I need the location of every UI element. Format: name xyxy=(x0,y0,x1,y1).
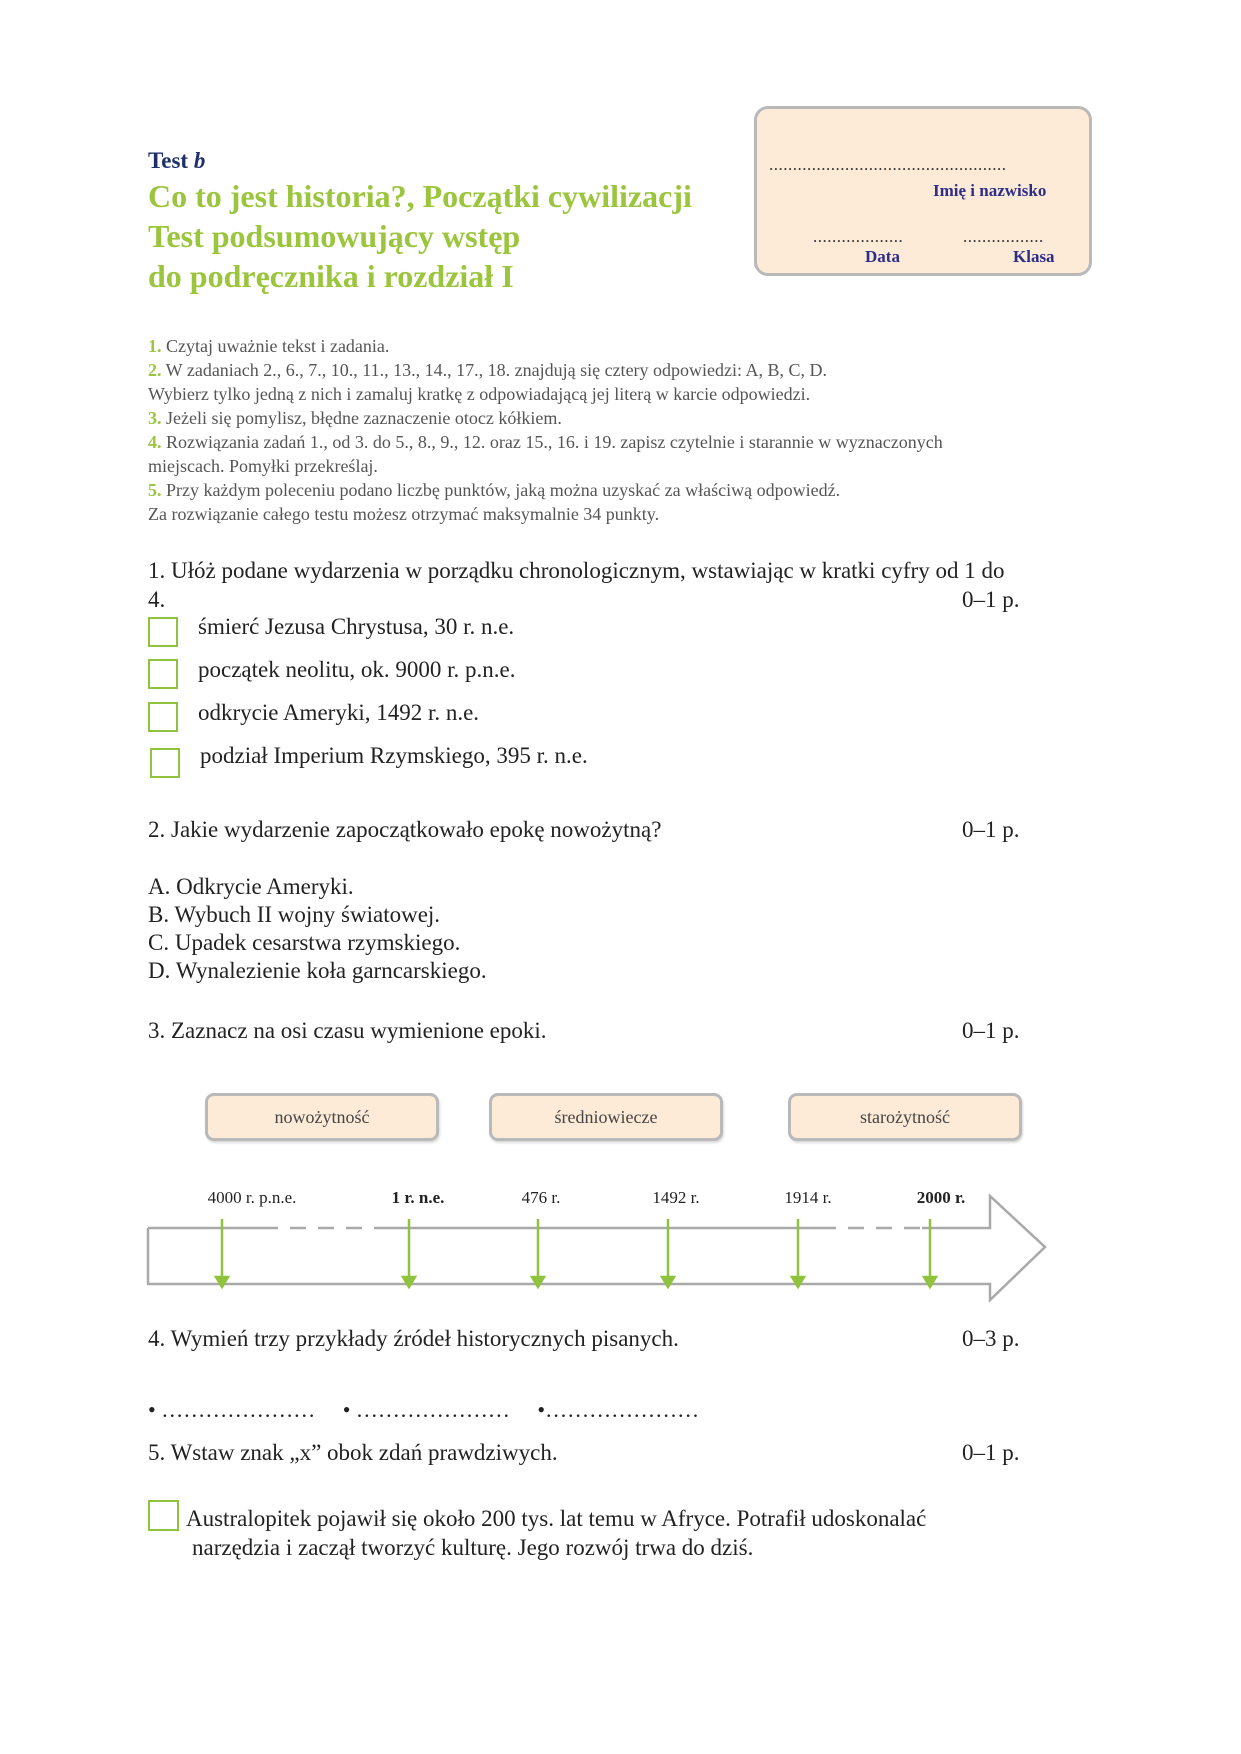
timeline-label: 2000 r. xyxy=(916,1188,966,1207)
q5-statement-line-2: narzędzia i zaczął tworzyć kulturę. Jego rozwój trwa do dziś. xyxy=(192,1535,754,1560)
q5-answer-box[interactable] xyxy=(148,1500,179,1531)
instruction-line: 1. Czytaj uważnie tekst i zadania. xyxy=(148,336,390,356)
name-field[interactable]: .................................................. xyxy=(769,155,1007,174)
era-box-modern[interactable]: nowożytność xyxy=(205,1093,439,1141)
q2-points: 0–1 p. xyxy=(962,817,1020,842)
q1-item-4: podział Imperium Rzymskiego, 395 r. n.e. xyxy=(200,743,588,768)
instruction-line: 2. W zadaniach 2., 6., 7., 10., 11., 13., 14., 17., 18. znajdują się cztery odpowiedzi: A, B, C, D. xyxy=(148,360,828,380)
q2-option-b: B. Wybuch II wojny światowej. xyxy=(148,902,441,927)
instruction-line: Za rozwiązanie całego testu możesz otrzymać maksymalnie 34 punkty. xyxy=(148,504,660,524)
timeline-tick-head xyxy=(924,1277,936,1287)
timeline-tick-head xyxy=(792,1277,804,1287)
q2-option-a: A. Odkrycie Ameryki. xyxy=(148,874,354,899)
timeline-label: 1 r. n.e. xyxy=(391,1188,445,1207)
timeline-tick-head xyxy=(403,1277,415,1287)
timeline-tick-head xyxy=(216,1277,228,1287)
q1-points: 0–1 p. xyxy=(962,587,1020,612)
date-field[interactable]: ................... xyxy=(813,227,904,246)
class-field[interactable]: ................. xyxy=(963,227,1044,246)
timeline-label: 4000 r. p.n.e. xyxy=(207,1188,297,1207)
q1-text-cont: 4. xyxy=(148,587,166,612)
q2-option-c: C. Upadek cesarstwa rzymskiego. xyxy=(148,930,461,955)
page-title-line-1: Co to jest historia?, Początki cywilizacji xyxy=(148,178,692,214)
instruction-line: 4. Rozwiązania zadań 1., od 3. do 5., 8., 9., 12. oraz 15., 16. i 19. zapisz czytelnie i starannie w wyznaczonych xyxy=(148,432,943,452)
q1-item-1: śmierć Jezusa Chrystusa, 30 r. n.e. xyxy=(198,614,515,639)
q1-item-3: odkrycie Ameryki, 1492 r. n.e. xyxy=(198,700,480,725)
q5-text: 5. Wstaw znak „x” obok zdań prawdziwych. xyxy=(148,1440,558,1465)
q4-answer-lines[interactable]: • ………………… • ………………… •………………… xyxy=(148,1397,700,1422)
q5-points: 0–1 p. xyxy=(962,1440,1020,1465)
timeline-label: 1914 r. xyxy=(784,1188,832,1207)
page-title-line-3: do podręcznika i rozdział I xyxy=(148,258,514,294)
class-label: Klasa xyxy=(1013,247,1055,266)
timeline-tick-head xyxy=(662,1277,674,1287)
q3-text: 3. Zaznacz na osi czasu wymienione epoki. xyxy=(148,1018,547,1043)
timeline-arrow xyxy=(148,1196,1045,1300)
instruction-line: miejscach. Pomyłki przekreślaj. xyxy=(148,456,378,476)
instruction-line: Wybierz tylko jedną z nich i zamaluj kratkę z odpowiadającą jej literą w karcie odpowiedzi. xyxy=(148,384,811,404)
instruction-line: 5. Przy każdym poleceniu podano liczbę punktów, jaką można uzyskać za właściwą odpowiedź. xyxy=(148,480,841,500)
instruction-line: 3. Jeżeli się pomylisz, błędne zaznaczenie otocz kółkiem. xyxy=(148,408,562,428)
q3-points: 0–1 p. xyxy=(962,1018,1020,1043)
q4-points: 0–3 p. xyxy=(962,1326,1020,1351)
q5-statement-line-1: Australopitek pojawił się około 200 tys. lat temu w Afryce. Potrafił udoskonalać xyxy=(186,1506,927,1531)
q2-text: 2. Jakie wydarzenie zapoczątkowało epokę nowożytną? xyxy=(148,817,662,842)
timeline-tick-head xyxy=(532,1277,544,1287)
date-label: Data xyxy=(865,247,900,266)
q1-text: 1. Ułóż podane wydarzenia w porządku chronologicznym, wstawiając w kratki cyfry od 1 do xyxy=(148,558,1005,583)
page-title-line-2: Test podsumowujący wstęp xyxy=(148,218,521,254)
era-box-antiquity[interactable]: starożytność xyxy=(788,1093,1022,1141)
q2-option-d: D. Wynalezienie koła garncarskiego. xyxy=(148,958,487,983)
name-label: Imię i nazwisko xyxy=(933,181,1047,200)
timeline-label: 1492 r. xyxy=(652,1188,700,1207)
q1-item-2: początek neolitu, ok. 9000 r. p.n.e. xyxy=(198,657,516,682)
timeline-label: 476 r. xyxy=(521,1188,561,1207)
era-box-middle-ages[interactable]: średniowiecze xyxy=(489,1093,723,1141)
test-label: Test b xyxy=(148,148,206,173)
q4-text: 4. Wymień trzy przykłady źródeł historycznych pisanych. xyxy=(148,1326,679,1351)
